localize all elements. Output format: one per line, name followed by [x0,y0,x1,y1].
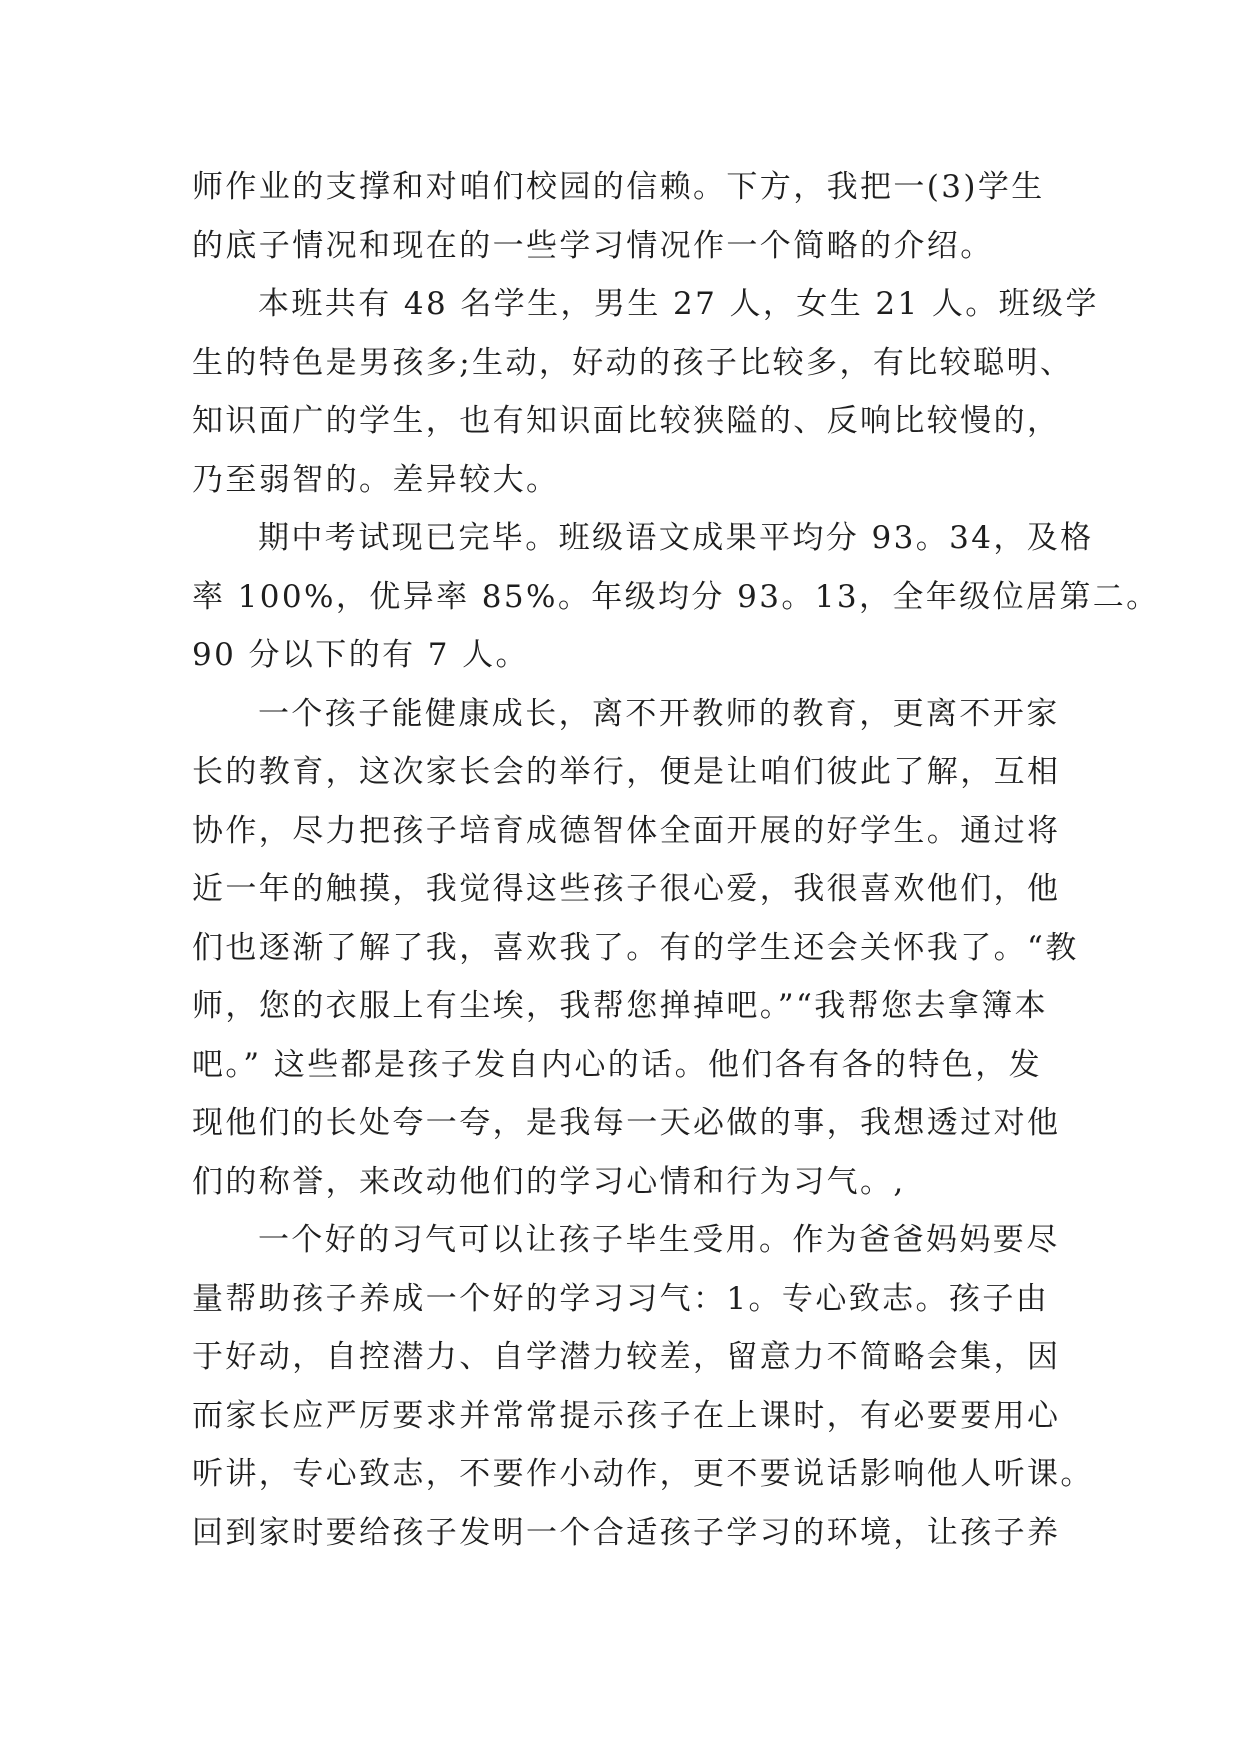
text-line: 听讲，专心致志，不要作小动作，更不要说话影响他人听课。 [192,1456,1094,1492]
text-line: 乃至弱智的。差异较大。 [192,461,560,498]
text-line: 师作业的支撑和对咱们校园的信赖。下方，我把一(3)学生 [192,169,1045,205]
text-line: 而家长应严厉要求并常常提示孩子在上课时，有必要要用心 [192,1397,1061,1434]
text-line: 现他们的长处夸一夸，是我每一天必做的事，我想透过对他 [192,1105,1061,1141]
text-line: 吧。” 这些都是孩子发自内心的话。他们各有各的特色，发 [192,1046,1042,1083]
text-line: 们也逐渐了解了我，喜欢我了。有的学生还会关怀我了。“教 [192,929,1079,966]
paragraph-start-line: 一个好的习气可以让孩子毕生受用。作为爸爸妈妈要尽 [258,1222,1060,1258]
text-line: 的底子情况和现在的一些学习情况作一个简略的介绍。 [192,227,994,264]
text-line: 们的称誉，来改动他们的学习心情和行为习气。, [192,1163,906,1200]
text-line: 回到家时要给孩子发明一个合适孩子学习的环境，让孩子养 [192,1514,1061,1551]
body-text [192,158,1160,1562]
text-line: 生的特色是男孩多;生动，好动的孩子比较多，有比较聪明、 [192,344,1074,381]
paragraph-start-line: 一个孩子能健康成长，离不开教师的教育，更离不开家 [258,695,1060,732]
text-line: 知识面广的学生，也有知识面比较狭隘的、反响比较慢的， [192,403,1061,439]
text-line: 师，您的衣服上有尘埃，我帮您掸掉吧。”“我帮您去拿簿本 [192,988,1048,1024]
text-line: 90 分以下的有 7 人。 [192,637,529,673]
text-line: 协作，尽力把孩子培育成德智体全面开展的好学生。通过将 [192,812,1061,849]
paragraph-start-line: 期中考试现已完毕。班级语文成果平均分 93。34，及格 [258,520,1094,556]
text-line: 长的教育，这次家长会的举行，便是让咱们彼此了解，互相 [192,754,1061,790]
paragraph-start-line: 本班共有 48 名学生，男生 27 人，女生 21 人。班级学 [258,286,1099,322]
text-line: 于好动，自控潜力、自学潜力较差，留意力不简略会集，因 [192,1339,1061,1375]
text-line: 近一年的触摸，我觉得这些孩子很心爱，我很喜欢他们，他 [192,871,1061,907]
text-line: 率 100%，优异率 85%。年级均分 93。13，全年级位居第二。 [192,578,1160,615]
text-line: 量帮助孩子养成一个好的学习习气：1。专心致志。孩子由 [192,1280,1050,1317]
